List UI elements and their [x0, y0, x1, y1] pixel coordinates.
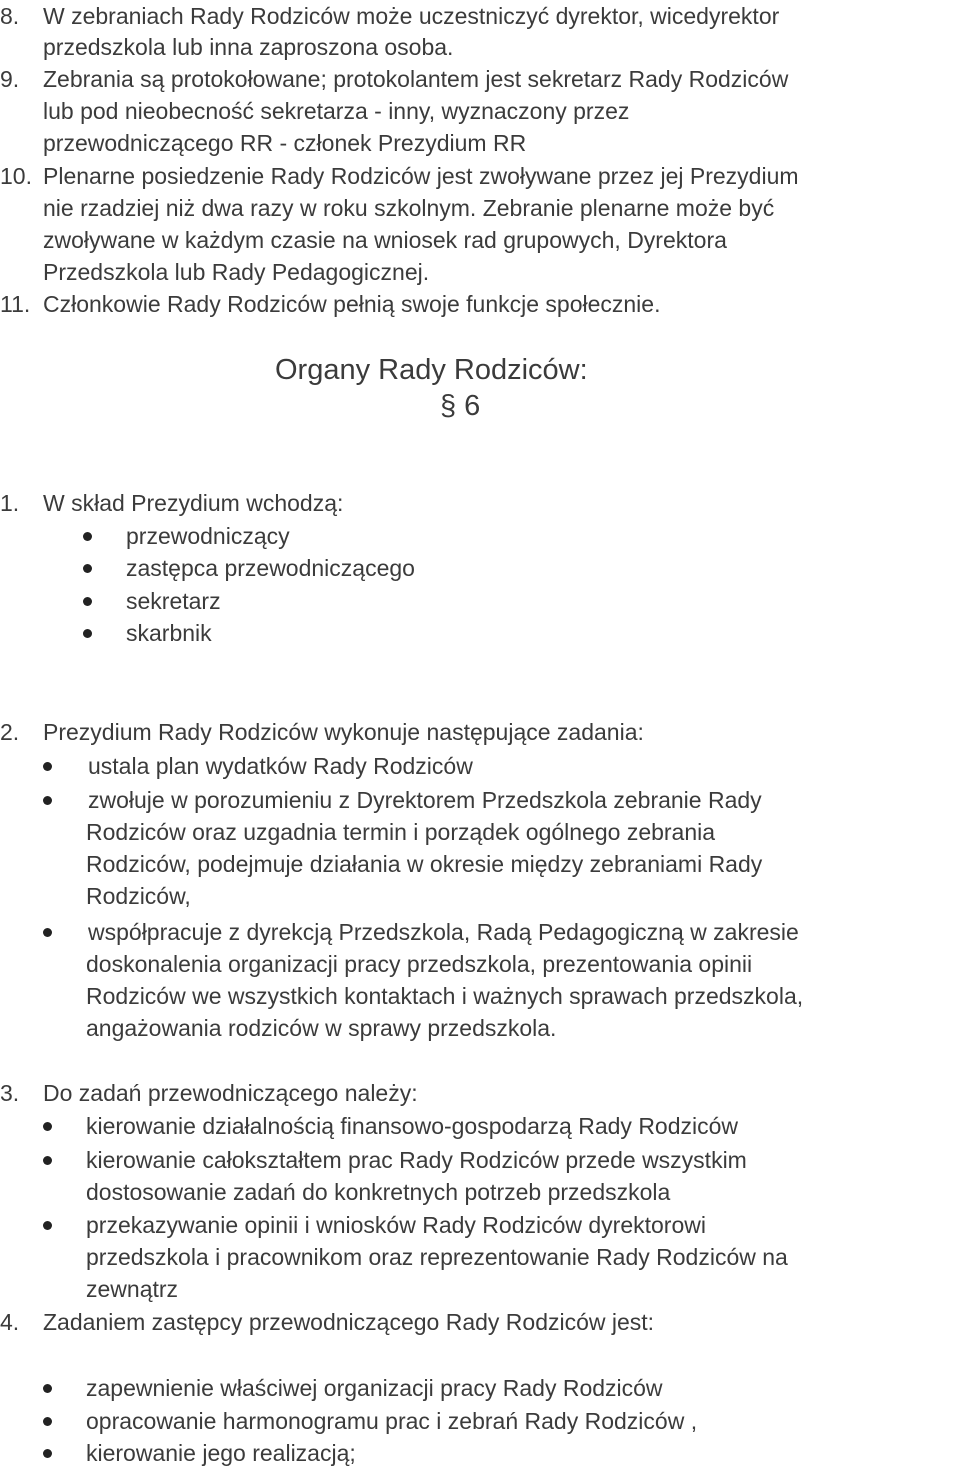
bullet-icon — [43, 1384, 52, 1393]
list-item: kierowanie jego realizacją; — [86, 1440, 356, 1466]
list-item: sekretarz — [126, 588, 221, 614]
item-1-number: 1. — [0, 490, 20, 516]
list-item-line: współpracuje z dyrekcją Przedszkola, Radą Pedagogiczną w zakresie — [88, 919, 799, 945]
item-9-line: lub pod nieobecność sekretarza - inny, wyznaczony przez — [43, 98, 630, 124]
bullet-icon — [43, 928, 52, 937]
bullet-icon — [43, 796, 52, 805]
item-11-number: 11. — [0, 291, 31, 317]
item-3-intro: Do zadań przewodniczącego należy: — [43, 1080, 418, 1106]
bullet-icon — [43, 1122, 52, 1131]
list-item: przewodniczący — [126, 523, 290, 549]
list-item-line: angażowania rodziców w sprawy przedszkola. — [86, 1015, 557, 1041]
item-10-line: Przedszkola lub Rady Pedagogicznej. — [43, 259, 430, 285]
list-item-line: doskonalenia organizacji pracy przedszkola, prezentowania opinii — [86, 951, 753, 977]
item-2-intro: Prezydium Rady Rodziców wykonuje następujące zadania: — [43, 719, 644, 745]
list-item-line: zewnątrz — [86, 1276, 179, 1302]
bullet-icon — [43, 762, 52, 771]
item-10-line: Plenarne posiedzenie Rady Rodziców jest zwoływane przez jej Prezydium — [43, 163, 799, 189]
bullet-icon — [83, 564, 92, 573]
bullet-icon — [43, 1221, 52, 1230]
item-10-line: nie rzadziej niż dwa razy w roku szkolnym. Zebranie plenarne może być — [43, 195, 775, 221]
item-11-line: Członkowie Rady Rodziców pełnią swoje funkcje społecznie. — [43, 291, 661, 317]
section-title: Organy Rady Rodziców: — [275, 354, 588, 386]
item-9-line: Zebrania są protokołowane; protokolantem jest sekretarz Rady Rodziców — [43, 66, 789, 92]
list-item: skarbnik — [126, 620, 212, 646]
item-1-intro: W skład Prezydium wchodzą: — [43, 490, 344, 516]
bullet-icon — [83, 629, 92, 638]
list-item-line: dostosowanie zadań do konkretnych potrzeb przedszkola — [86, 1179, 671, 1205]
item-10-line: zwoływane w każdym czasie na wniosek rad grupowych, Dyrektora — [43, 227, 727, 253]
list-item-line: Rodziców, — [86, 883, 191, 909]
bullet-icon — [43, 1417, 52, 1426]
item-2-number: 2. — [0, 719, 20, 745]
list-item: opracowanie harmonogramu prac i zebrań Rady Rodziców , — [86, 1408, 698, 1434]
item-4-number: 4. — [0, 1309, 20, 1335]
list-item: ustala plan wydatków Rady Rodziców — [88, 753, 473, 779]
list-item-line: przedszkola i pracownikom oraz reprezentowanie Rady Rodziców na — [86, 1244, 788, 1270]
list-item-line: Rodziców oraz uzgadnia termin i porządek ogólnego zebrania — [86, 819, 716, 845]
list-item-line: kierowanie całokształtem prac Rady Rodziców przede wszystkim — [86, 1147, 747, 1173]
item-8-number: 8. — [0, 3, 20, 29]
list-item-line: przekazywanie opinii i wniosków Rady Rodziców dyrektorowi — [86, 1212, 706, 1238]
item-10-number: 10. — [0, 163, 32, 189]
list-item-line: zwołuje w porozumieniu z Dyrektorem Przedszkola zebranie Rady — [88, 787, 762, 813]
item-8-line: W zebraniach Rady Rodziców może uczestniczyć dyrektor, wicedyrektor — [43, 3, 780, 29]
bullet-icon — [43, 1449, 52, 1458]
paragraph-number: § 6 — [440, 390, 481, 422]
bullet-icon — [83, 597, 92, 606]
item-9-number: 9. — [0, 66, 20, 92]
bullet-icon — [43, 1156, 52, 1165]
bullet-icon — [83, 532, 92, 541]
list-item: zastępca przewodniczącego — [126, 555, 415, 581]
item-3-number: 3. — [0, 1080, 20, 1106]
list-item: kierowanie działalnością finansowo-gospodarzą Rady Rodziców — [86, 1113, 739, 1139]
item-8-line: przedszkola lub inna zaproszona osoba. — [43, 34, 454, 60]
list-item-line: Rodziców we wszystkich kontaktach i ważnych sprawach przedszkola, — [86, 983, 804, 1009]
list-item-line: Rodziców, podejmuje działania w okresie między zebraniami Rady — [86, 851, 763, 877]
list-item: zapewnienie właściwej organizacji pracy Rady Rodziców — [86, 1375, 663, 1401]
item-9-line: przewodniczącego RR - członek Prezydium RR — [43, 130, 527, 156]
item-4-intro: Zadaniem zastępcy przewodniczącego Rady Rodziców jest: — [43, 1309, 655, 1335]
